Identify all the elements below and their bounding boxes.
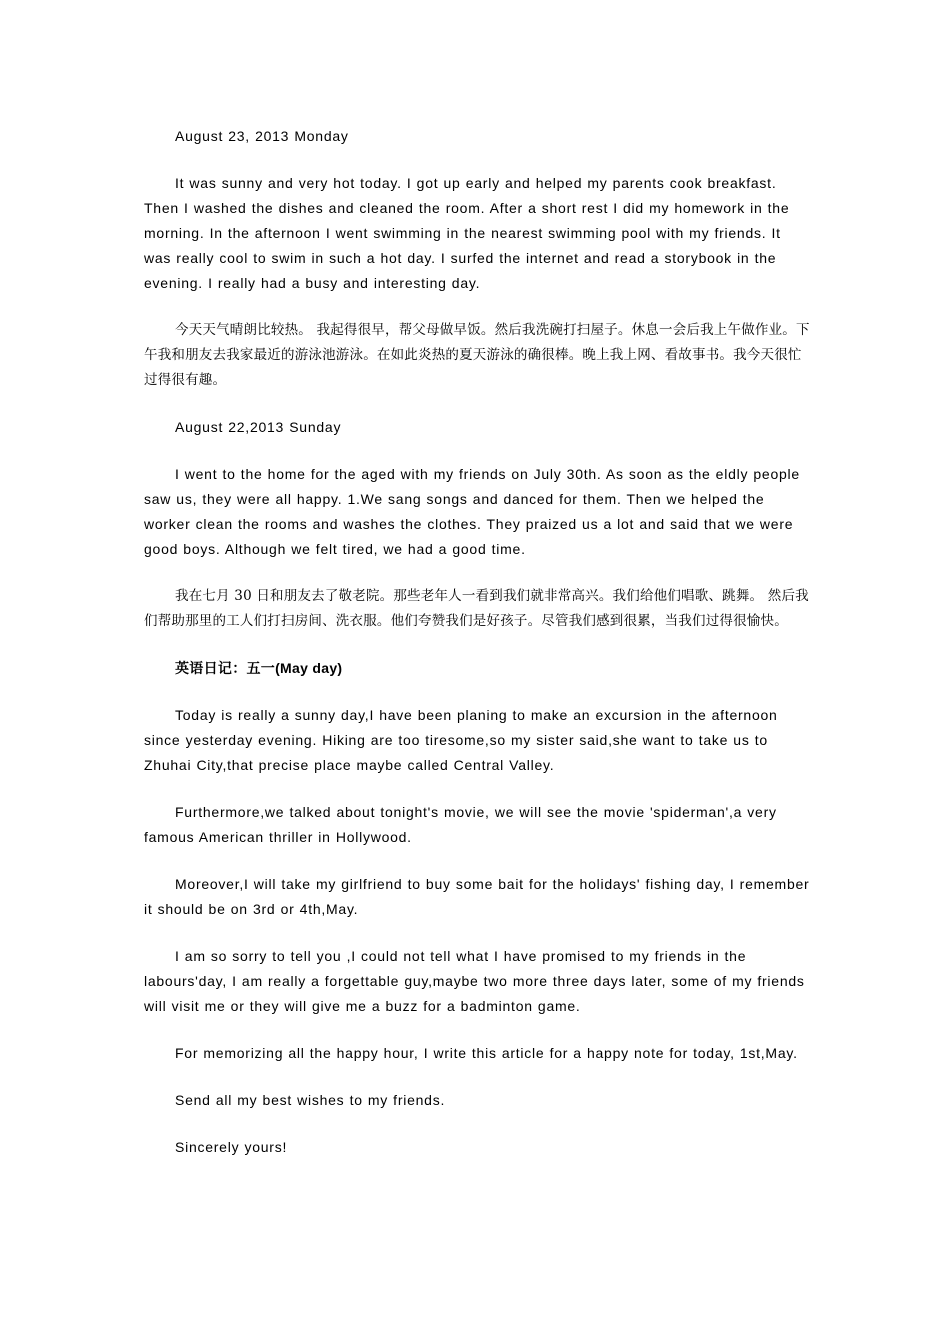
- entry-date: August 23, 2013 Monday: [175, 128, 349, 144]
- may-day-paragraph: Today is really a sunny day,I have been planing to make an excursion in the afternoon since yesterday evening. Hiking are too tiresome,so my sister said,she want to take us to Zhuhai City,that precise place maybe called Central Valley.: [144, 707, 778, 773]
- entry-english-text: I went to the home for the aged with my friends on July 30th. As soon as the eldly people saw us, they were all happy. 1.We sang songs and danced for them. Then we helped the worker clean the rooms and washes the clothes. They praized us a lot and said that we were good boys. Although we felt tired, we had a good time.: [144, 466, 800, 557]
- may-day-paragraph: For memorizing all the happy hour, I write this article for a happy note for today, 1st,May.: [175, 1045, 798, 1061]
- may-day-heading: 英语日记：五一(May day): [175, 660, 343, 676]
- may-day-paragraph: Send all my best wishes to my friends.: [175, 1092, 446, 1108]
- entry-date: August 22,2013 Sunday: [175, 419, 342, 435]
- entry-chinese-text: 今天天气晴朗比较热。 我起得很早，帮父母做早饭。然后我洗碗打扫屋子。休息一会后我上午做作业。下午我和朋友去我家最近的游泳池游泳。在如此炎热的夏天游泳的确很棒。晚上我上网、看故事书。我今天很忙过得很有趣。: [144, 322, 810, 388]
- may-day-paragraph: Furthermore,we talked about tonight's movie, we will see the movie 'spiderman',a very famous American thriller in Hollywood.: [144, 804, 777, 845]
- may-day-paragraph: I am so sorry to tell you ,I could not tell what I have promised to my friends in the labours'day, I am really a forgettable guy,maybe two more three days later, some of my friends will visit me or they will give me a buzz for a badminton game.: [144, 948, 805, 1014]
- closing-line: Sincerely yours!: [175, 1139, 288, 1155]
- entry-english-text: It was sunny and very hot today. I got up early and helped my parents cook breakfast. Then I washed the dishes and cleaned the room. After a short rest I did my homework in the morning. In the afternoon I went swimming in the nearest swimming pool with my friends. It was really cool to swim in such a hot day. I surfed the internet and read a storybook in the evening. I really had a busy and interesting day.: [144, 175, 790, 291]
- document-body: [144, 124, 812, 1160]
- may-day-paragraph: Moreover,I will take my girlfriend to buy some bait for the holidays' fishing day, I remember it should be on 3rd or 4th,May.: [144, 876, 810, 917]
- entry-chinese-text: 我在七月 30 日和朋友去了敬老院。那些老年人一看到我们就非常高兴。我们给他们唱歌、跳舞。 然后我们帮助那里的工人们打扫房间、洗衣服。他们夸赞我们是好孩子。尽管我们感到很累，当我们过得很愉快。: [144, 588, 809, 629]
